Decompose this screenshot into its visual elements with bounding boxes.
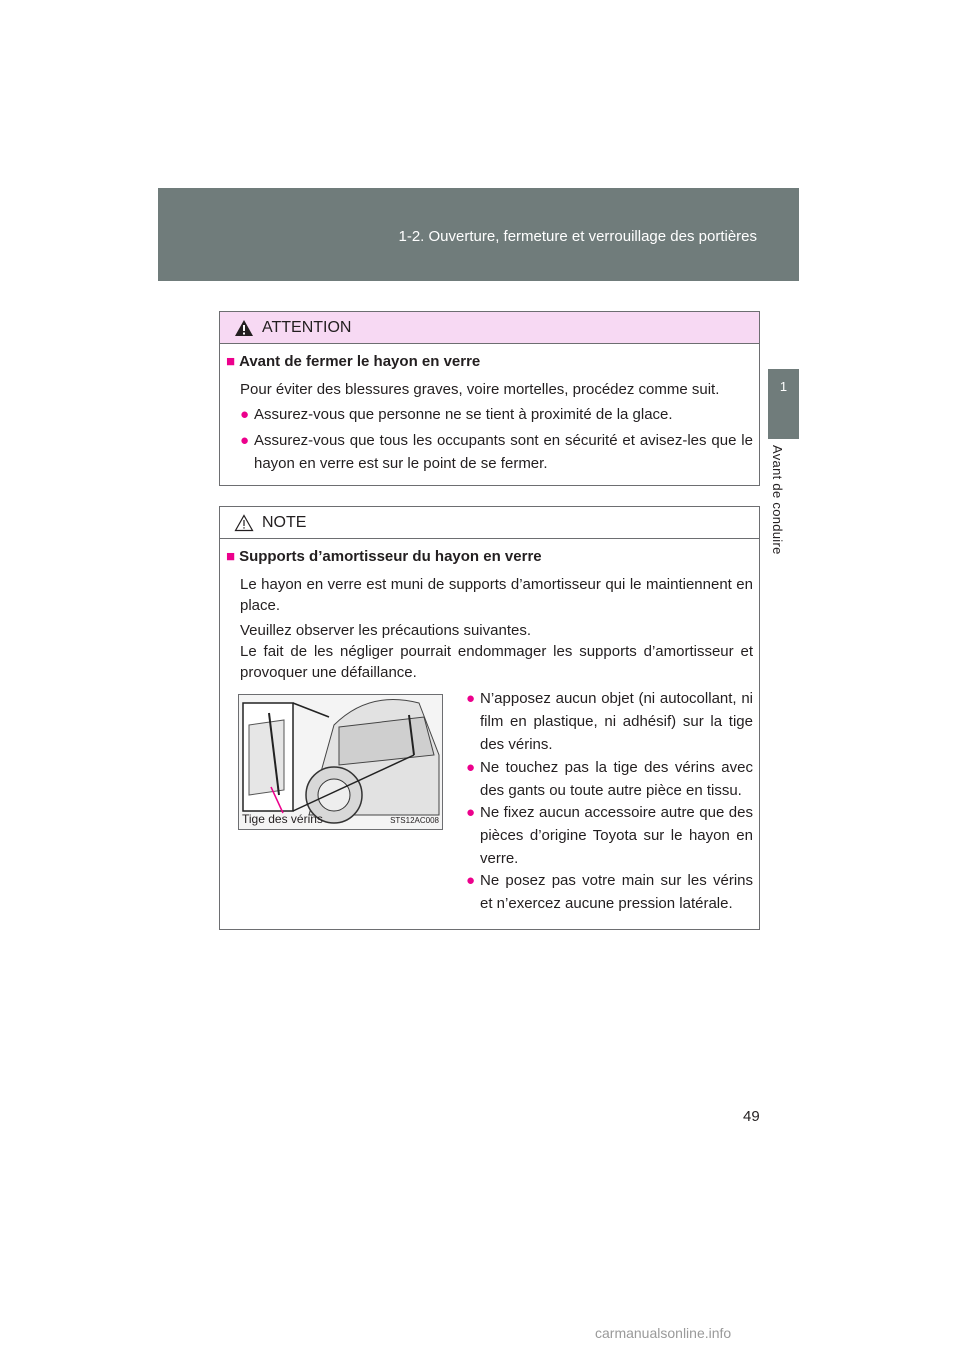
hatch-illustration (239, 695, 442, 829)
chapter-label: Avant de conduire (770, 445, 785, 555)
note-bullet: ● N’apposez aucun objet (ni autocollant, ni film en plastique, ni adhésif) sur la tige des vérins. (480, 687, 753, 756)
bullet-dot-icon: ● (466, 759, 476, 776)
attention-bullet: ● Assurez-vous que tous les occupants sont en sécurité et avisez-les que le hayon en verre est sur le point de se fermer. (254, 429, 753, 475)
note-bullet: ● Ne fixez aucun accessoire autre que des pièces d’origine Toyota sur le hayon en verre. (480, 801, 753, 870)
note-bullet: ● Ne posez pas votre main sur les vérins et n’exercez aucune pression latérale. (480, 869, 753, 915)
chapter-tab (768, 369, 799, 439)
bullet-dot-icon: ● (240, 432, 250, 449)
attention-box (219, 311, 760, 486)
note-paragraph-2-line-1: Veuillez observer les précautions suivantes. (240, 622, 531, 639)
note-heading: NOTE (262, 513, 307, 531)
square-bullet-icon: ■ (226, 353, 236, 370)
bullet-dot-icon: ● (466, 804, 476, 821)
section-breadcrumb: 1-2. Ouverture, fermeture et verrouillage des portières (398, 228, 757, 245)
note-paragraph-2 (240, 620, 753, 683)
note-paragraph-2-line-2: Le fait de les négliger pourrait endommager les supports d’amortisseur et provoquer une défaillance. (240, 643, 753, 681)
note-section-title: ■ Supports d’amortisseur du hayon en verre (226, 548, 542, 565)
attention-section-title: ■ Avant de fermer le hayon en verre (226, 353, 481, 370)
note-bullet: ● Ne touchez pas la tige des vérins avec des gants ou toute autre pièce en tissu. (480, 756, 753, 802)
illustration-label: Tige des vérins (242, 812, 323, 826)
attention-bullet: ● Assurez-vous que personne ne se tient à proximité de la glace. (254, 403, 753, 426)
bullet-dot-icon: ● (466, 872, 476, 889)
bullet-dot-icon: ● (240, 406, 250, 423)
watermark: carmanualsonline.info (595, 1325, 732, 1341)
gas-strut-illustration (238, 694, 443, 830)
page-number: 49 (743, 1108, 760, 1125)
note-header (220, 507, 759, 539)
attention-heading: ATTENTION (262, 318, 352, 336)
warning-icon (234, 319, 254, 337)
square-bullet-icon: ■ (226, 548, 236, 565)
note-paragraph-1: Le hayon en verre est muni de supports d’amortisseur qui le maintiennent en place. (240, 576, 753, 614)
header-band (158, 188, 799, 281)
illustration-code: STS12AC008 (390, 816, 439, 825)
note-box (219, 506, 760, 930)
chapter-number: 1 (779, 379, 788, 394)
bullet-dot-icon: ● (466, 690, 476, 707)
attention-header (220, 312, 759, 344)
caution-outline-icon (234, 514, 254, 532)
attention-intro: Pour éviter des blessures graves, voire mortelles, procédez comme suit. (240, 381, 720, 398)
